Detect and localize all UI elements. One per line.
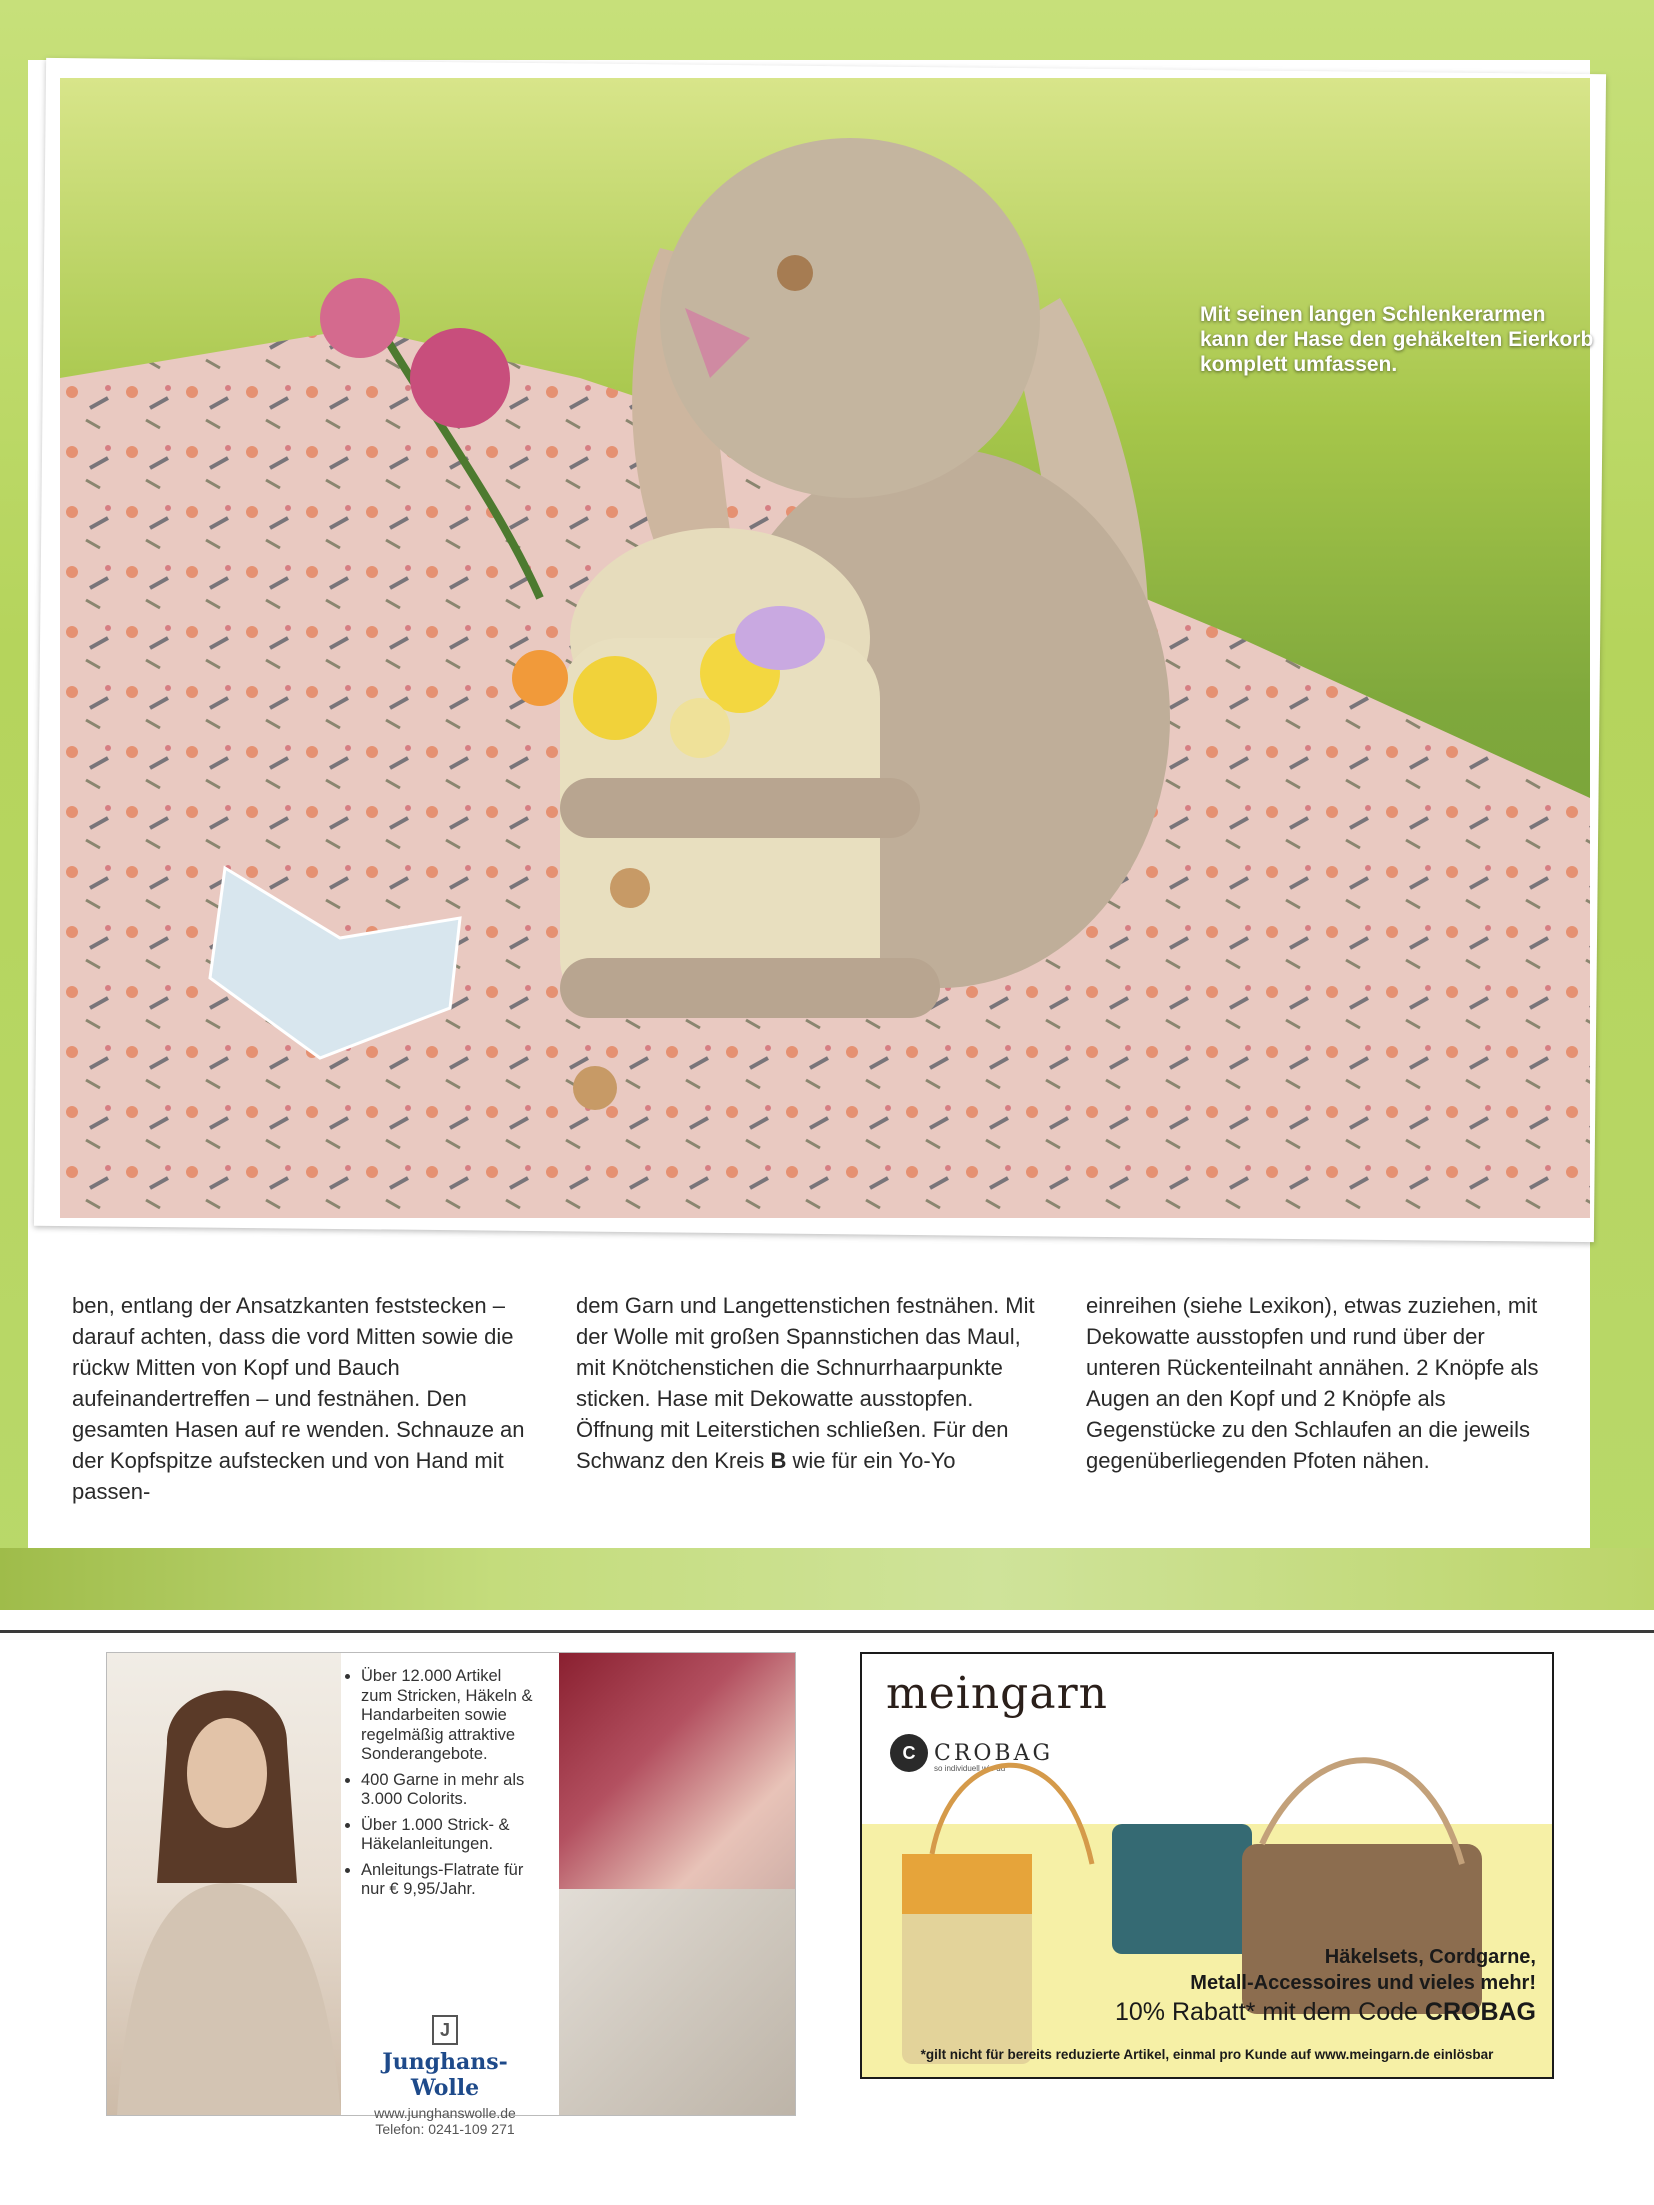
article-column-1: ben, entlang der Ansatzkanten feststecken – darauf achten, dass die vord Mitten sowie die rückw Mitten von Kopf und Bauch aufeinandertreffen – und festnähen. Den gesamten Hasen auf re wenden. Schnauze an der Kopfspitze aufstecken und von Hand mit passen- [72,1293,525,1504]
meingarn-advertisement[interactable] [860,1652,1554,2079]
circle-label-b: B [770,1448,787,1473]
feature-item: • Anleitungs-Flatrate für nur € 9,95/Jahr. [361,1861,537,1900]
article-column-2 [576,1290,1046,1476]
model-illustration [107,1653,341,2115]
bunny-illustration [60,78,1590,1218]
article-column-3: einreihen (siehe Lexikon), etwas zuziehen, mit Dekowatte ausstopfen und rund über der unteren Rückenteilnaht annähen. 2 Knöpfe als Augen an den Kopf und 2 Knöpfe als Gegenstücke zu den Schlaufen an die jeweils gegenüberliegenden Pfoten nähen. [1086,1293,1539,1473]
junghans-phone: Telefon: 0241-109 271 [375,2121,515,2137]
junghans-brand: Junghans-Wolle [382,2049,508,2101]
offer-footnote: *gilt nicht für bereits reduzierte Artikel, einmal pro Kunde auf www.meingarn.de einlösbar [920,2047,1494,2062]
feature-item: • 400 Garne in mehr als 3.000 Colorits. [361,1771,537,1810]
junghans-advertisement[interactable] [106,1652,796,2137]
junghans-logo [351,2015,539,2137]
crobag-tagline: so individuell wie du [934,1764,1006,1773]
offer-line-1: Häkelsets, Cordgarne, [1324,1946,1536,1968]
article-column-2-end: wie für ein Yo-Yo [786,1448,956,1473]
discount-code: CROBAG [1424,1998,1536,2026]
crobag-logo-icon: C [890,1734,928,1772]
junghans-features [347,1667,537,1906]
feature-item: • Über 1.000 Strick- & Häkelanleitungen. [361,1816,537,1855]
feature-item: • Über 12.000 Artikel zum Stricken, Häkeln & Handarbeiten sowie regelmäßig attraktive Sonderangebote. [361,1667,537,1765]
article-column-2-text: dem Garn und Langettenstichen festnähen. Mit der Wolle mit großen Spannstichen das Maul, mit Knötchenstichen die Schnurrhaarpunkte sticken. Hase mit Dekowatte ausstopfen. Öffnung mit Leiterstichen schließen. Für den Schwanz den Kreis [576,1293,1035,1473]
meingarn-offer [1115,1944,1536,2028]
photo-caption: Mit seinen langen Schlenkerarmen kann der Hase den gehäkelten Eierkorb komplett umfassen. [1200,303,1594,376]
crobag-wordmark: CROBAG [934,1740,1054,1766]
model-photo [107,1653,341,2115]
discount-text: 10% Rabatt* mit dem Code [1115,1998,1425,2026]
bunny-photo [60,78,1594,1218]
grass-strip [0,1548,1654,1610]
junghans-website[interactable]: www.junghanswolle.de [374,2105,516,2121]
knitting-photo [559,1653,795,1889]
yarn-photo [559,1889,795,2115]
junghans-logo-icon: J [432,2015,458,2045]
meingarn-logo: meingarn [886,1668,1108,1719]
offer-line-2: Metall-Accessoires und vieles mehr! [1190,1972,1536,1994]
page-divider [0,1630,1654,1633]
offer-line-3 [1115,1996,1536,2028]
